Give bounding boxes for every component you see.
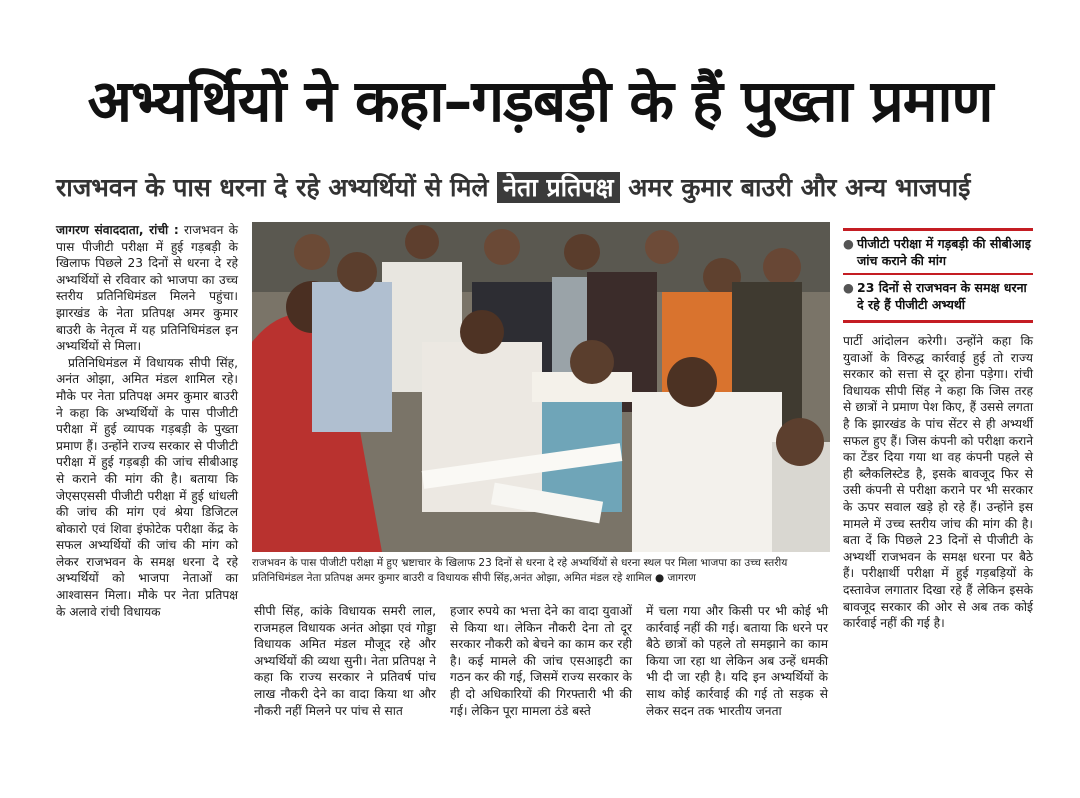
subhead-text-after: अमर कुमार बाउरी और अन्य भाजपाई <box>619 173 971 202</box>
paragraph <box>56 222 238 355</box>
photo-caption <box>252 556 830 586</box>
paragraph: प्रतिनिधिमंडल में विधायक सीपी सिंह, अनंत ओझा, अमित मंडल शामिल रहे। मौके पर नेता प्रतिपक्ष अमर कुमार बाउरी ने कहा कि अभ्यर्थियों के पास पीजीटी परीक्षा में हुई व्यापक गड़बड़ी के पुख्ता प्रमाण हैं। उन्होंने राज्य सरकार से पीजीटी परीक्षा में हुई गड़बड़ी की जांच सीबीआइ से कराने की मांग की है। बताया कि जेएसएससी पीजीटी परीक्षा में हुई धांधली की जांच की मांग एवं श्रेया डिजिटल बोकारो एवं शिवा इंफोटेक परीक्षा केंद्र के सफल अभ्यर्थियों की जांच की मांग को लेकर राजभवन के समक्ष धरना दे रहे अभ्यर्थियों को भाजपा नेताओं का आश्वासन मिला। मौके पर नेता प्रतिपक्ष के अलावे रांची विधायक <box>56 355 238 619</box>
highlight-item <box>843 279 1033 313</box>
article-column-5 <box>843 333 1033 632</box>
paragraph: में चला गया और किसी पर भी कोई भी कार्रवाई नहीं की गई। बताया कि धरने पर बैठे छात्रों को पहले तो समझाने का काम किया जा रहा था लेकिन अब उन्हें धमकी भी दी जा रही है। यदि इन अभ्यर्थियों के साथ कोई कार्रवाई की गई तो सड़क से लेकर सदन तक भारतीय जनता <box>646 604 828 718</box>
highlights-box <box>843 228 1033 323</box>
highlight-text: 23 दिनों से राजभवन के समक्ष धरना दे रहे हैं पीजीटी अभ्यर्थी <box>857 280 1027 312</box>
bullet-icon: ● <box>843 236 854 251</box>
paragraph-text: राजभवन के पास पीजीटी परीक्षा में हुई गड़बड़ी के खिलाफ पिछले 23 दिनों से धरना दे रहे अभ्यर्थियों से रविवार को भाजपा का उच्च स्तरीय प्रतिनिधिमंडल मिलने पहुंचा। झारखंड के नेता प्रतिपक्ष अमर कुमार बाउरी के नेतृत्व में यह प्रतिनिधिमंडल इन अभ्यर्थियों से मिला। <box>56 223 238 354</box>
paragraph: सीपी सिंह, कांके विधायक समरी लाल, राजमहल विधायक अनंत ओझा एवं गोड्डा विधायक अमित मंडल मौजूद रहे और अभ्यर्थियों की व्यथा सुनी। नेता प्रतिपक्ष ने कहा कि राज्य सरकार ने प्रतिवर्ष पांच लाख नौकरी देने का वादा किया था और नौकरी नहीं मिलने पर पांच से सात <box>254 604 436 718</box>
headline: अभ्यर्थियों ने कहा–गड़बड़ी के हैं पुख्ता प्रमाण <box>87 67 993 135</box>
paragraph: हजार रुपये का भत्ता देने का वादा युवाओं से किया था। लेकिन नौकरी देना तो दूर सरकार नौकरी को बेचने का काम कर रही है। कई मामले की जांच एसआइटी का गठन कर की गई, जिसमें राज्य सरकार के ही दो अधिकारियों की गिरफ्तारी भी की गई। लेकिन पूरा मामला ठंडे बस्ते <box>450 604 632 718</box>
byline: जागरण संवाददाता, रांची : <box>56 223 179 237</box>
caption-text: राजभवन के पास पीजीटी परीक्षा में हुए भ्रष्टाचार के खिलाफ 23 दिनों से धरना दे रहे अभ्यर्थियों से धरना स्थल पर मिला भाजपा का उच्च स्तरीय प्रतिनिधिमंडल नेता प्रतिपक्ष अमर कुमार बाउरी व विधायक सीपी सिंह,अनंत ओझा, अमित मंडल रहे शामिल <box>252 557 788 584</box>
subheadline <box>56 175 1046 200</box>
article-column-2 <box>254 603 436 719</box>
news-photo <box>252 222 830 552</box>
paragraph: पार्टी आंदोलन करेगी। उन्होंने कहा कि युवाओं के विरुद्ध कार्रवाई हुई तो राज्य सरकार को सत्ता से दूर होना पड़ेगा। रांची विधायक सीपी सिंह ने कहा कि जिस तरह से छात्रों ने प्रमाण पेश किए, हैं उससे लगता है कि झारखंड के पांच सेंटर से ही अभ्यर्थी सफल हुए हैं। जिस कंपनी को परीक्षा कराने का टेंडर दिया गया था वह कंपनी पहले से ही ब्लैकलिस्टेड है, इसके बावजूद फिर से उसी कंपनी से परीक्षा कराने पर भी सरकार के ऊपर सवाल खड़े हो रहे हैं। उन्होंने इस मामले में उच्च स्तरीय जांच की मांग की है। बता दें कि पिछले 23 दिनों से पीजीटी के अभ्यर्थी राजभवन के समक्ष धरना पर बैठे हैं। परीक्षार्थी परीक्षा में हुई गड़बड़ियों के दस्तावेज लगातार दिखा रहे हैं लेकिन इसके बावजूद सरकार की ओर से अब तक कोई कार्रवाई नहीं की गई है। <box>843 334 1033 631</box>
highlight-divider <box>843 273 1033 275</box>
news-photo-illustration <box>252 222 830 552</box>
photo-credit: ● जागरण <box>655 572 696 584</box>
subhead-highlight-box: नेता प्रतिपक्ष <box>497 172 619 203</box>
article-column-1 <box>56 222 238 620</box>
subhead-text-before: राजभवन के पास धरना दे रहे अभ्यर्थियों से मिले <box>56 173 498 202</box>
bullet-icon: ● <box>843 280 854 295</box>
article-column-3 <box>450 603 632 719</box>
article-column-4 <box>646 603 828 719</box>
highlight-item <box>843 235 1033 269</box>
highlight-text: पीजीटी परीक्षा में गड़बड़ी की सीबीआइ जांच कराने की मांग <box>857 236 1031 268</box>
